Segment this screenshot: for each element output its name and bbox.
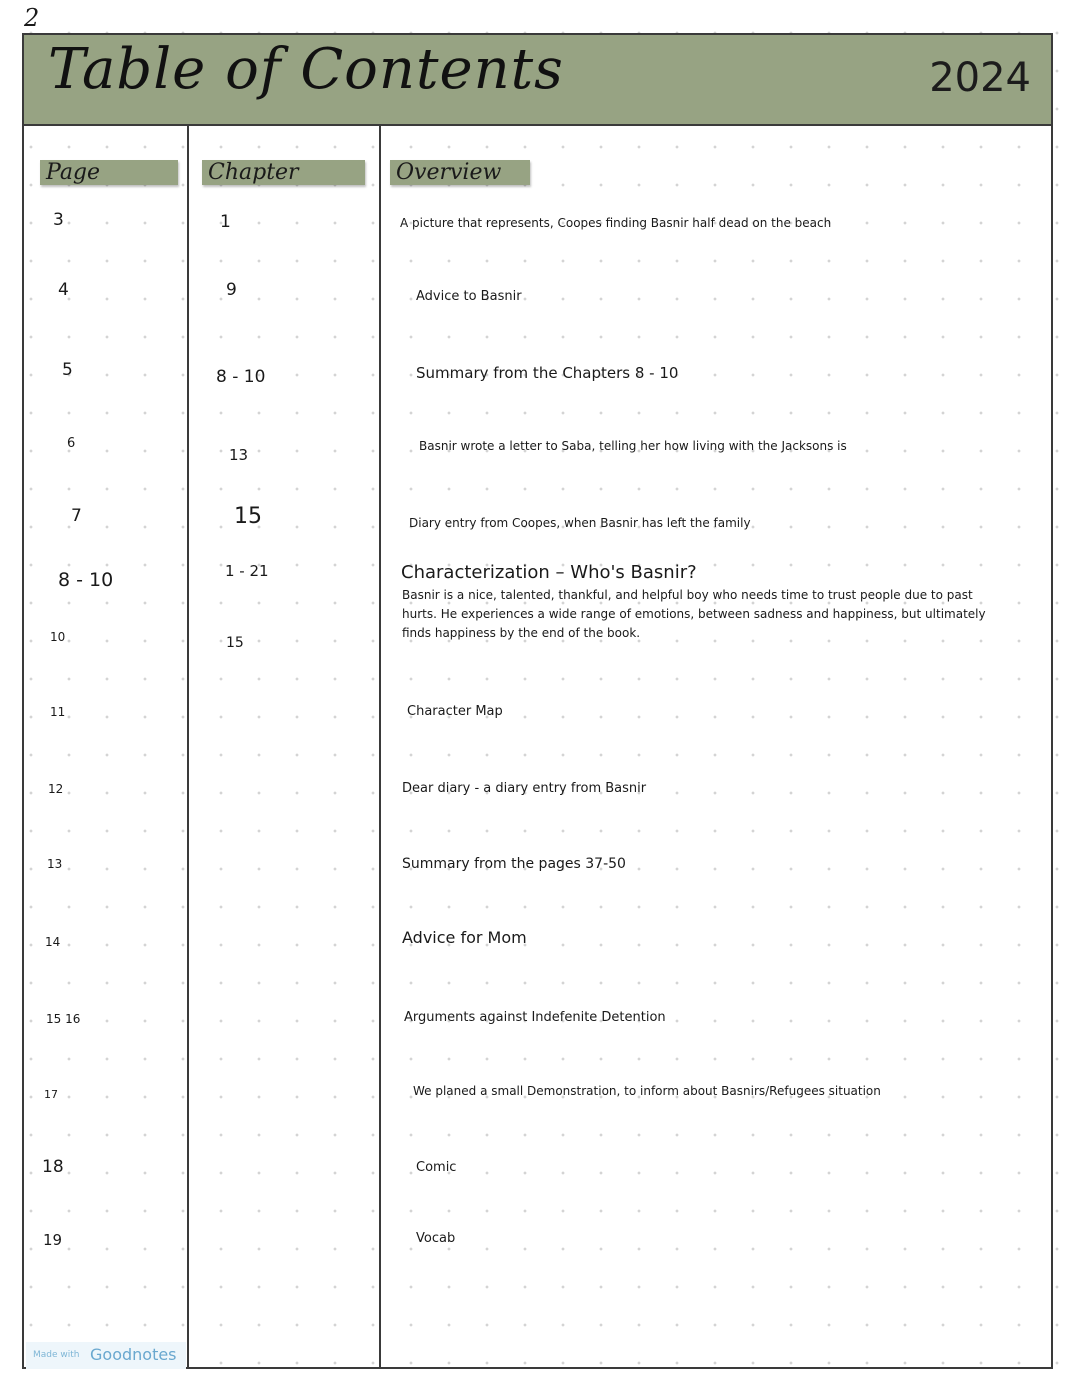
row-chapter: 9: [226, 280, 237, 300]
row-page: 7: [71, 506, 82, 526]
row-page: 19: [43, 1231, 63, 1249]
column-header-chapter: Chapter: [202, 160, 365, 185]
row-chapter: 15: [234, 504, 262, 529]
row-page: 10: [50, 630, 66, 644]
row-overview: Advice for Mom: [402, 928, 527, 947]
row-chapter: 1 - 21: [225, 562, 269, 580]
goodnotes-badge: [26, 1342, 186, 1369]
row-page: 3: [53, 210, 64, 230]
row-page: 12: [48, 782, 64, 796]
row-overview: Diary entry from Coopes, when Basnir has left the family: [409, 516, 751, 530]
row-overview: Basnir wrote a letter to Saba, telling her how living with the Jacksons is: [419, 439, 847, 453]
row-chapter: 15: [226, 635, 244, 651]
row-overview: Comic: [416, 1160, 457, 1175]
page-number: 2: [24, 4, 40, 32]
row-page: 11: [50, 705, 66, 719]
row-overview: A picture that represents, Coopes finding Basnir half dead on the beach: [400, 216, 832, 230]
row-page: 17: [44, 1088, 58, 1101]
column-divider-2: [379, 126, 381, 1369]
row-page: 8 - 10: [58, 569, 114, 591]
row-page: 13: [47, 857, 63, 871]
row-page: 15 16: [46, 1012, 81, 1026]
goodnotes-logo-text: Goodnotes: [90, 1345, 177, 1364]
row-chapter: 8 - 10: [216, 367, 266, 387]
column-divider-1: [187, 126, 189, 1369]
row-page: 14: [45, 935, 61, 949]
row-overview: Character Map: [407, 704, 503, 719]
column-header-page: Page: [40, 160, 178, 185]
row-overview: Summary from the pages 37-50: [402, 856, 626, 872]
page-frame: [22, 33, 1053, 1369]
characterization-text: Basnir is a nice, talented, thankful, and helpful boy who needs time to trust people due to past hurts. He experiences a wide range of emotions, between sadness and happiness, but ultimately finds happiness by the end of the book.: [402, 588, 986, 640]
row-overview: Vocab: [416, 1231, 456, 1246]
row-page: 5: [62, 360, 73, 380]
row-page: 6: [67, 436, 76, 451]
characterization-heading: Characterization – Who's Basnir?: [401, 562, 697, 583]
row-chapter: 1: [220, 212, 231, 232]
header-bar: [22, 33, 1053, 126]
page-title: Table of Contents: [48, 37, 564, 102]
column-header-overview: Overview: [390, 160, 530, 185]
row-overview: Arguments against Indefenite Detention: [404, 1010, 666, 1025]
made-with-label: Made with: [33, 1350, 80, 1360]
row-page: 18: [42, 1157, 64, 1177]
row-chapter: 13: [229, 446, 249, 464]
row-overview: We planed a small Demonstration, to inform about Basnirs/Refugees situation: [413, 1084, 881, 1098]
year-label: 2024: [929, 55, 1031, 101]
row-overview: Summary from the Chapters 8 - 10: [416, 364, 679, 382]
row-overview: Advice to Basnir: [416, 289, 522, 304]
row-overview: Dear diary - a diary entry from Basnir: [402, 781, 647, 796]
row-page: 4: [58, 280, 69, 300]
